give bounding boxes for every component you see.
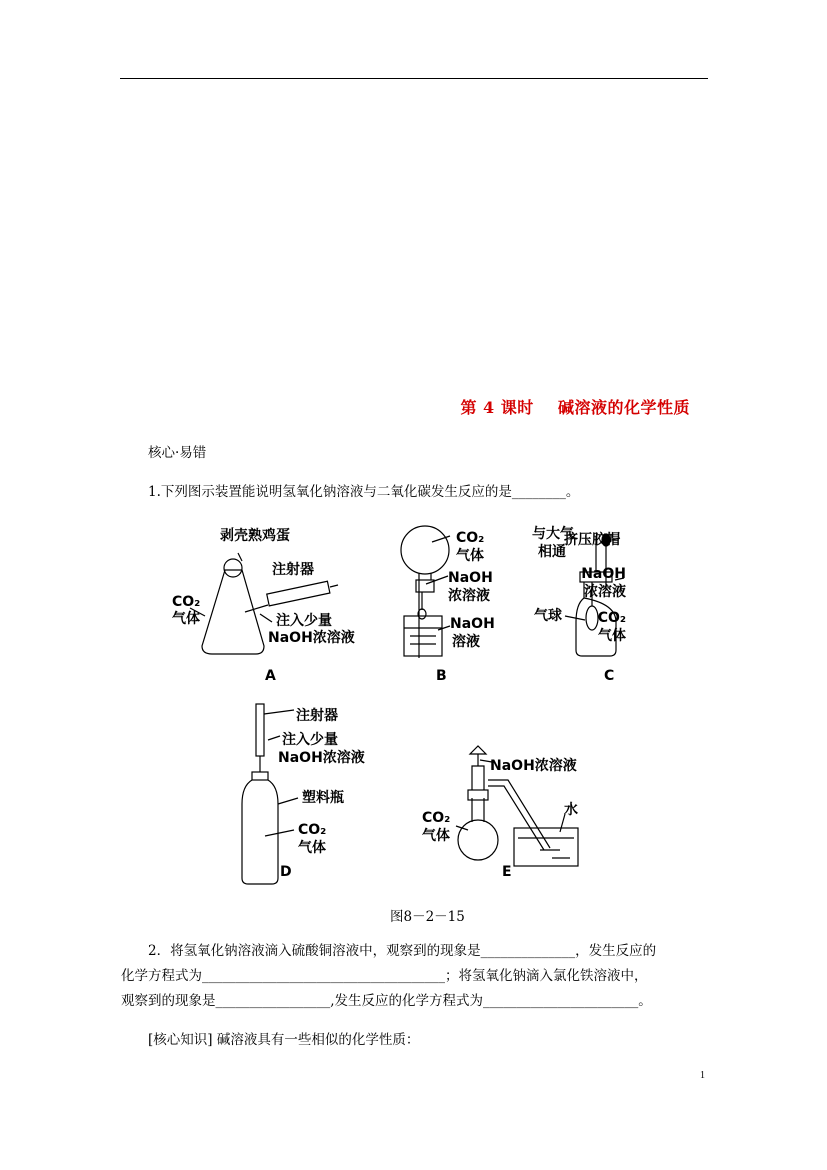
label-b-naoh2-2: 溶液: [452, 634, 480, 650]
section-label: 核心·易错: [148, 445, 207, 461]
core-knowledge: [核心知识] 碱溶液具有一些相似的化学性质：: [148, 1032, 420, 1048]
question-2-line-1: 2．将氢氧化钠溶液滴入硫酸铜溶液中，观察到的现象是______________，发生反应的: [148, 943, 657, 959]
label-e-gas-2: 气体: [422, 828, 450, 844]
question-2-line-2: 化学方程式为____________________________________；将氢氧化钠滴入氯化铁溶液中，: [121, 968, 648, 984]
label-c-gas-1: CO₂: [597, 610, 626, 626]
figure-caption: 图8－2－15: [390, 909, 465, 925]
label-b-gas-2: 气体: [456, 548, 484, 564]
page-number: 1: [700, 1070, 705, 1081]
label-e-naoh: NaOH浓溶液: [490, 758, 577, 774]
apparatus-figure: [160, 518, 630, 888]
label-a-gas-2: 气体: [172, 611, 200, 627]
label-b-gas-1: CO₂: [456, 530, 485, 546]
label-c-gas-2: 气体: [598, 628, 626, 644]
label-d-gas-2: 气体: [298, 840, 326, 856]
label-e-gas-1: CO₂: [422, 810, 451, 826]
label-a-egg: 剥壳熟鸡蛋: [220, 528, 290, 544]
label-a-syringe: 注射器: [272, 562, 314, 578]
question-2-line-3: 观察到的现象是_________________,发生反应的化学方程式为_______________________。: [121, 993, 652, 1009]
label-c-air-1: 与大气: [532, 526, 574, 542]
label-b-naoh1-2: 浓溶液: [448, 588, 490, 604]
label-letter-e: E: [502, 864, 512, 880]
label-b-naoh1-1: NaOH: [448, 570, 493, 586]
apparatus-b: [401, 526, 450, 658]
label-c-balloon: 气球: [534, 608, 562, 624]
label-a-inject-1: 注入少量: [276, 613, 332, 629]
label-c-naoh-2: 浓溶液: [584, 584, 626, 600]
apparatus-d: [242, 704, 298, 884]
question-1: 1.下列图示装置能说明氢氧化钠溶液与二氧化碳发生反应的是________。: [148, 484, 580, 500]
label-letter-b: B: [436, 668, 447, 684]
label-c-air-2: 相通: [538, 544, 566, 560]
label-d-syringe: 注射器: [296, 708, 338, 724]
label-d-inject-1: 注入少量: [282, 732, 338, 748]
label-d-gas-1: CO₂: [298, 822, 327, 838]
label-letter-a: A: [265, 668, 276, 684]
label-letter-c: C: [604, 668, 615, 684]
label-a-gas-1: CO₂: [172, 594, 201, 610]
label-d-bottle: 塑料瓶: [302, 790, 344, 806]
lesson-title: 第 4 课时 碱溶液的化学性质: [460, 398, 690, 417]
label-e-water: 水: [564, 802, 578, 818]
label-c-naoh-1: NaOH: [581, 566, 626, 582]
label-letter-d: D: [280, 864, 292, 880]
label-d-inject-2: NaOH浓溶液: [278, 750, 365, 766]
label-a-inject-2: NaOH浓溶液: [268, 630, 355, 646]
label-c-dropper: 挤压胶帽: [564, 532, 620, 548]
header-rule: [120, 78, 708, 79]
label-b-naoh2-1: NaOH: [450, 616, 495, 632]
